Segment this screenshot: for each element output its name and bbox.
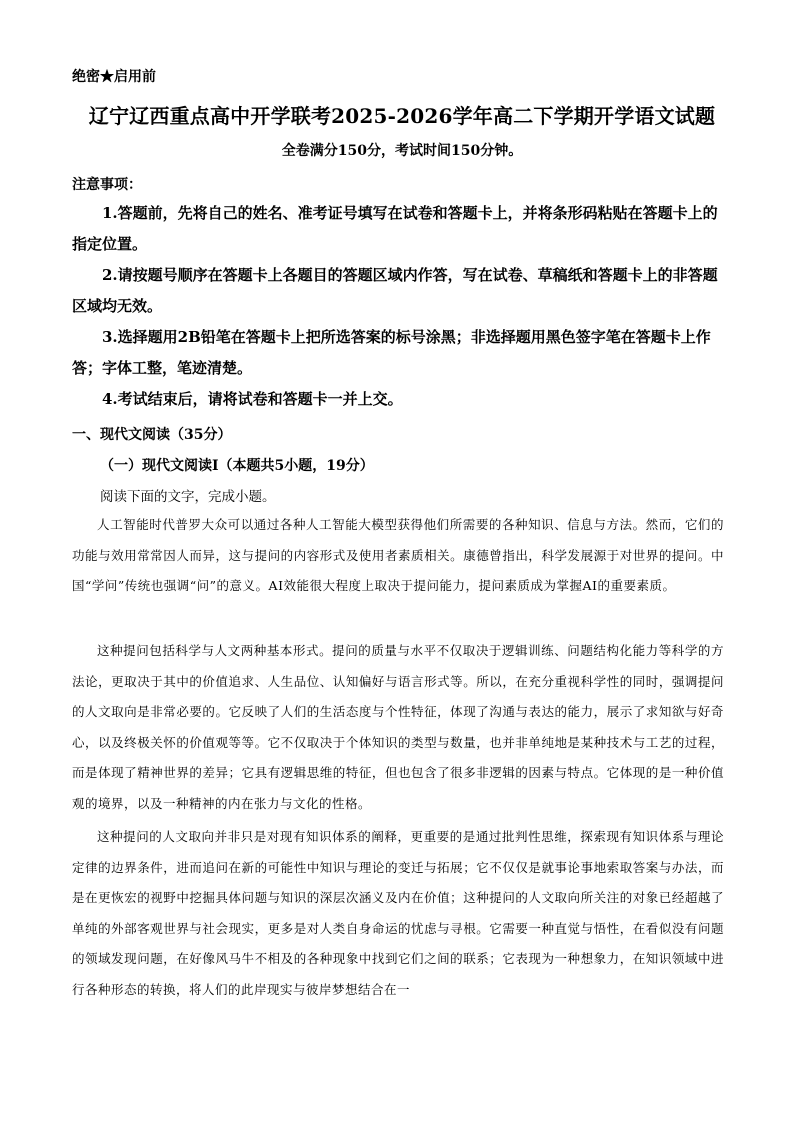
secret-mark: 绝密★启用前 bbox=[72, 69, 156, 85]
notice-item: 4.考试结束后，请将试卷和答题卡一并上交。 bbox=[102, 390, 403, 408]
page-title: 辽宁辽西重点高中开学联考2025-2026学年高二下学期开学语文试题 bbox=[88, 104, 716, 128]
notice-item: 2.请按题号顺序在答题卡上各题目的答题区域内作答，写在试卷、草稿纸和答题卡上的非答题区域均无效。 bbox=[72, 266, 718, 315]
passage-paragraph: 这种提问包括科学与人文两种基本形式。提问的质量与水平不仅取决于逻辑训练、问题结构化能力等科学的方法论，更取决于其中的价值追求、人生品位、认知偏好与语言形式等。所以，在充分重视科学性的同时，强调提问的人文取向是非常必要的。它反映了人们的生活态度与个性特征，体现了沟通与表达的能力，展示了求知欲与好奇心，以及终极关怀的价值观等等。它不仅取决于个体知识的类型与数量，也并非单纯地是某种技术与工艺的过程，而是体现了精神世界的差异；它具有逻辑思维的特征，但也包含了很多非逻辑的因素与特点。它体现的是一种价值观的境界，以及一种精神的内在张力与文化的性格。 bbox=[72, 643, 724, 811]
notice-item: 1.答题前，先将自己的姓名、准考证号填写在试卷和答题卡上，并将条形码粘贴在答题卡上的指定位置。 bbox=[72, 204, 718, 253]
exam-info: 全卷满分150分，考试时间150分钟。 bbox=[281, 143, 523, 159]
passage-paragraph: 人工智能时代普罗大众可以通过各种人工智能大模型获得他们所需要的各种知识、信息与方法。然而，它们的功能与效用常常因人而异，这与提问的内容形式及使用者素质相关。康德曾指出，科学发展源于对世界的提问。中国“学问”传统也强调“问”的意义。AI效能很大程度上取决于提问能力，提问素质成为掌握AI的重要素质。 bbox=[72, 517, 724, 593]
notice-label: 注意事项： bbox=[72, 177, 142, 193]
section-title: 一、现代文阅读（35分） bbox=[72, 427, 232, 443]
subsection-title: （一）现代文阅读Ⅰ（本题共5小题，19分） bbox=[100, 458, 374, 474]
passage-paragraph: 这种提问的人文取向并非只是对现有知识体系的阐释，更重要的是通过批判性思维，探索现有知识体系与理论定律的边界条件，进而追问在新的可能性中知识与理论的变迁与拓展；它不仅仅是就事论事地索取答案与办法，而是在更恢宏的视野中挖掘具体问题与知识的深层次涵义及内在价值；这种提问的人文取向所关注的对象已经超越了单纯的外部客观世界与社会现实，更多是对人类自身命运的忧虑与寻根。它需要一种直觉与悟性，在看似没有问题的领域发现问题，在好像风马牛不相及的各种现象中找到它们之间的联系；它表现为一种想象力，在知识领域中进行各种形态的转换，将人们的此岸现实与彼岸梦想结合在一 bbox=[72, 829, 724, 997]
reading-instruction: 阅读下面的文字，完成小题。 bbox=[100, 489, 276, 505]
notice-item: 3.选择题用2B铅笔在答题卡上把所选答案的标号涂黑；非选择题用黑色签字笔在答题卡上作答；字体工整，笔迹清楚。 bbox=[72, 328, 711, 377]
